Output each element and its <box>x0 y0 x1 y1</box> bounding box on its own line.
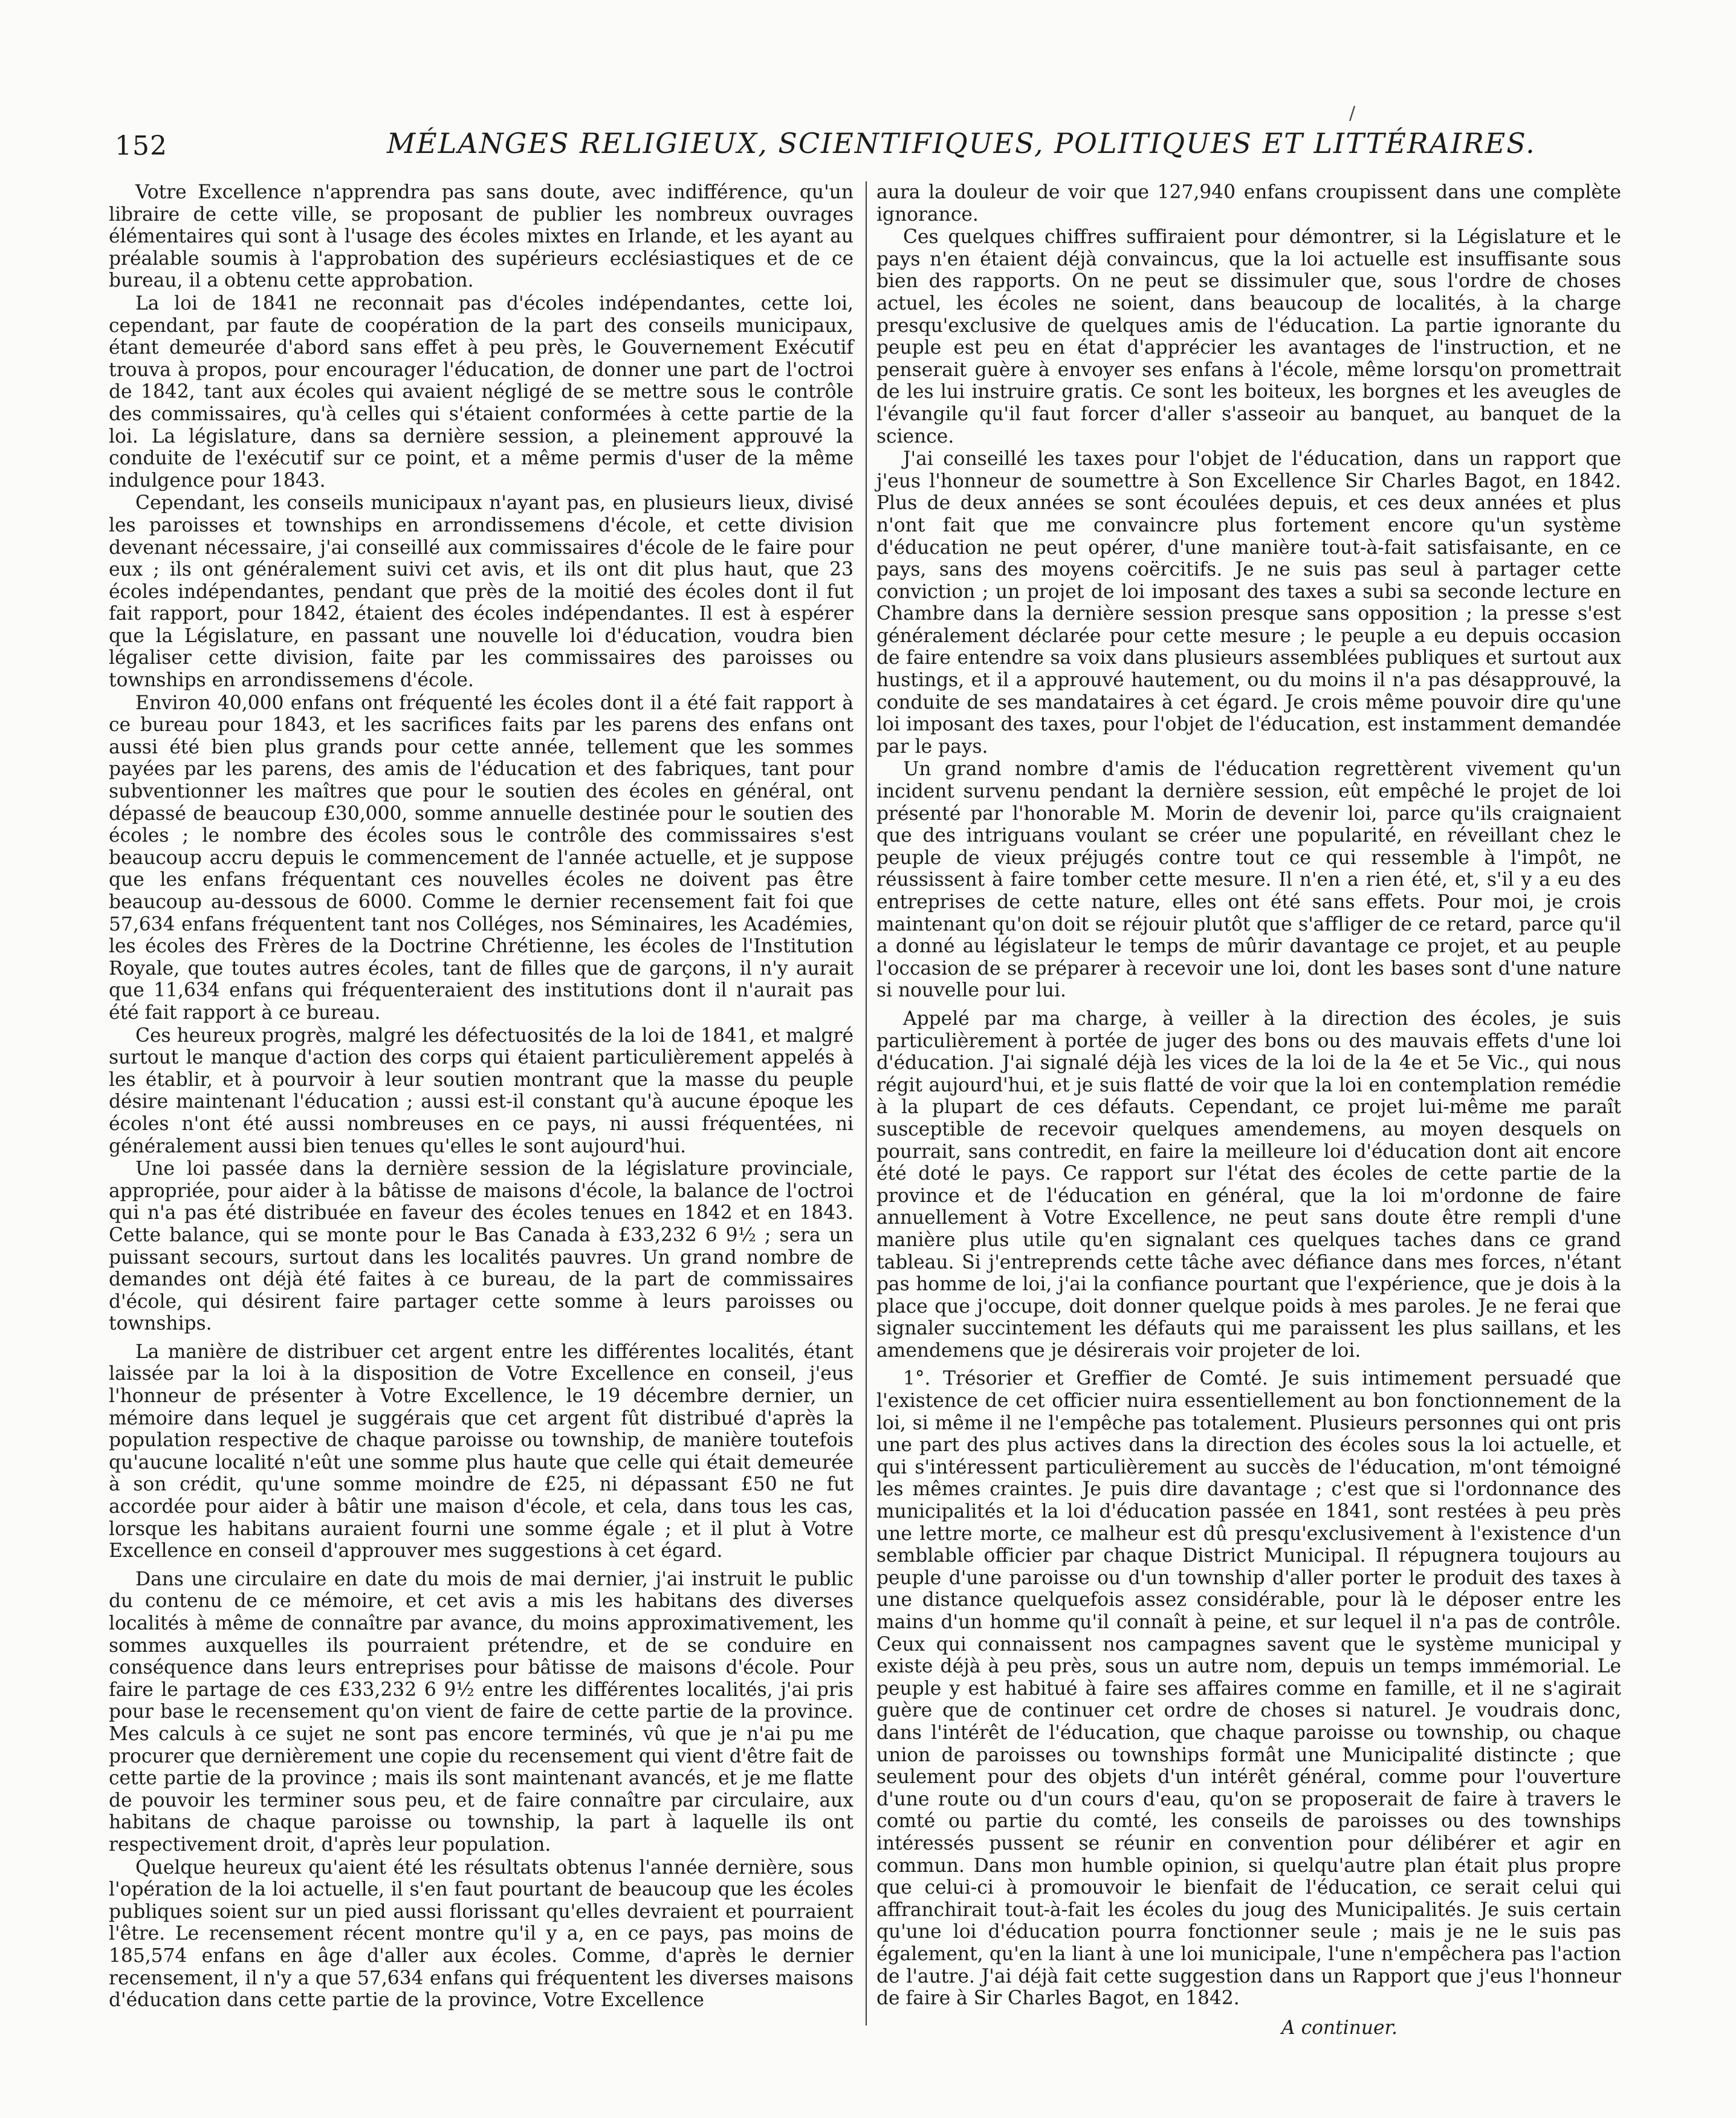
page-header <box>115 127 1536 175</box>
right-paragraph-6: 1°. Trésorier et Greffier de Comté. Je suis intimement persuadé que l'existence de cet officier nuira essentiellement au bon fonctionnement de la loi, si même il ne l'empêche pas totalement. Plusieurs personnes qui ont pris une part des plus actives dans la direction des écoles sous la loi actuelle, et qui s'intéressent particulièrement au succès de l'éducation, m'ont témoigné les mêmes craintes. Je puis dire davantage ; c'est que si l'ordonnance des municipalités et la loi d'éducation passée en 1841, sont restées à peu près une lettre morte, ce malheur est dû presqu'exclusivement à l'existence d'un semblable officier par chaque District Municipal. Il répugnera toujours au peuple d'une paroisse ou d'un township d'aller porter le produit des taxes à une distance quelquefois assez considérable, pour là le déposer entre les mains d'un homme qu'il connaît à peine, et sur lequel il n'a pas de contrôle. Ceux qui connaissent nos campagnes savent que le système municipal y existe déjà à peu près, sous un autre nom, depuis un temps immémorial. Le peuple y est habitué à faire ses affaires comme en famille, et il ne s'agirait guère que de continuer cet ordre de choses si naturel. Je voudrais donc, dans l'intérêt de l'éducation, que chaque paroisse ou township, ou chaque union de paroisses ou townships formât une Municipalité distincte ; que seulement pour des objets d'un intérêt général, comme pour l'ouverture d'une route ou d'un cours d'eau, qu'on se proposerait de faire à travers le comté ou partie du comté, les conseils de paroisses ou des townships intéressés pussent se réunir en convention pour délibérer et agir en commun. Dans mon humble opinion, si quelqu'autre plan était plus propre que celui-ci à promouvoir le bienfait de l'éducation, ce serait celui qui affranchirait tout-à-fait les écoles du joug des Municipalités. Je suis certain qu'une loi d'éducation pourra fonctionner seule ; mais je ne le suis pas également, qu'en la liant à une loi municipale, l'une n'empêchera pas l'action de l'autre. J'ai déjà fait cette suggestion dans un Rapport que j'eus l'honneur de faire à Sir Charles Bagot, en 1842. <box>876 1368 1621 2010</box>
page-number: 152 <box>115 131 167 161</box>
left-paragraph-7: La manière de distribuer cet argent entre les différentes localités, étant laissée par la loi à la disposition de Votre Excellence en conseil, j'eus l'honneur de présenter à Votre Excellence, le 19 décembre dernier, un mémoire dans lequel je suggérais que cet argent fût distribué d'après la population respective de chaque paroisse ou township, de manière toutefois qu'aucune localité n'eût une somme plus haute que celle qui était demeurée à son crédit, qu'une somme moindre de £25, ni dépassant £50 ne fut accordée pour aider à bâtir une maison d'école, et cela, dans tous les cas, lorsque les habitans auraient fourni une somme égale ; et il plut à Votre Excellence en conseil d'approuver mes suggestions à cet égard. <box>109 1340 853 1562</box>
right-paragraph-1: aura la douleur de voir que 127,940 enfans croupissent dans une complète ignorance. <box>876 181 1621 226</box>
left-paragraph-4: Environ 40,000 enfans ont fréquenté les écoles dont il a été fait rapport à ce bureau pour 1843, et les sacrifices faits par les parens des enfans ont aussi été bien plus grands pour cette année, tellement que les sommes payées par les parens, des amis de l'éducation et des fabriques, tant pour subventionner les maîtres que pour le soutien des écoles en général, ont dépassé de beaucoup £30,000, somme annuelle destinée pour le soutien des écoles ; le nombre des écoles sous le contrôle des commissaires s'est beaucoup accru depuis le commencement de l'année actuelle, et je suppose que les enfans fréquentant ces nouvelles écoles ne doivent pas être beaucoup au-dessous de 6000. Comme le dernier recensement fait foi que 57,634 enfans fréquentent tant nos Colléges, nos Séminaires, les Académies, les écoles des Frères de la Doctrine Chrétienne, les écoles de l'Institution Royale, que toutes autres écoles, tant de filles que de garçons, il n'y aurait que 11,634 enfans qui fréquenteraient des institutions dont il n'aurait pas été fait rapport à ce bureau. <box>109 692 853 1024</box>
column-divider <box>866 181 867 2025</box>
right-paragraph-5: Appelé par ma charge, à veiller à la direction des écoles, je suis particulièrement à portée de juger des bons ou des mauvais effets d'une loi d'éducation. J'ai signalé déjà les vices de la loi de la 4e et 5e Vic., qui nous régit aujourd'hui, et je suis flatté de voir que la loi en contemplation remédie à la plupart de ces défauts. Cependant, ce projet lui-même me paraît susceptible de recevoir quelques amendemens, au moyen desquels on pourrait, sans contredit, en faire la meilleure loi d'éducation dont ait encore été doté le pays. Ce rapport sur l'état des écoles de cette partie de la province et de l'éducation en général, que la loi m'ordonne de faire annuellement à Votre Excellence, ne peut sans doute être rempli d'une manière plus utile qu'en signalant ces quelques taches dans ce grand tableau. Si j'entreprends cette tâche avec défiance dans mes forces, n'étant pas homme de loi, j'ai la confiance pourtant que l'expérience, que je dois à la place que j'occupe, doit donner quelque poids à mes paroles. Je ne ferai que signaler succintement les défauts qui me paraissent les plus saillans, et les amendemens que je désirerais voir projeter de loi. <box>876 1007 1621 1362</box>
left-paragraph-5: Ces heureux progrès, malgré les défectuosités de la loi de 1841, et malgré surtout le manque d'action des corps qui étaient particulièrement appelés à les établir, et à pourvoir à leur soutien montrant que la masse du peuple désire maintenant l'éducation ; aussi est-il constant qu'à aucune époque les écoles n'ont été aussi nombreuses en ce pays, ni aussi fréquentées, ni généralement aussi bien tenues qu'elles le sont aujourd'hui. <box>109 1024 853 1157</box>
right-paragraph-3: J'ai conseillé les taxes pour l'objet de l'éducation, dans un rapport que j'eus l'honneur de soumettre à Son Excellence Sir Charles Bagot, en 1842. Plus de deux années se sont écoulées depuis, et ces deux années et plus n'ont fait que me convaincre plus fortement encore qu'un système d'éducation ne peut opérer, d'une manière tout-à-fait satisfaisante, en ce pays, sans des moyens coërcitifs. Je ne suis pas seul à partager cette conviction ; un projet de loi imposant des taxes a subi sa seconde lecture en Chambre dans la dernière session presque sans opposition ; la presse s'est généralement déclarée pour cette mesure ; le peuple a eu depuis occasion de faire entendre sa voix dans plusieurs assemblées publiques et surtout aux hustings, et il a approuvé hautement, ou du moins il n'a pas désapprouvé, la conduite de ses mandataires à cet égard. Je crois même pouvoir dire qu'une loi imposant des taxes, pour l'objet de l'éducation, est instamment demandée par le pays. <box>876 448 1621 758</box>
left-paragraph-3: Cependant, les conseils municipaux n'ayant pas, en plusieurs lieux, divisé les paroisses et townships en arrondissemens d'école, et cette division devenant nécessaire, j'ai conseillé aux commissaires d'école de le faire pour eux ; ils ont généralement suivi cet avis, et ils ont dit plus haut, que 23 écoles indépendantes, pendant que près de la moitié des écoles dont il fut fait rapport, pour 1842, étaient des écoles indépendantes. Il est à espérer que la Législature, en passant une nouvelle loi d'éducation, voudra bien légaliser cette division, faite par les commissaires des paroisses ou townships en arrondissemens d'école. <box>109 492 853 692</box>
right-paragraph-4: Un grand nombre d'amis de l'éducation regrettèrent vivement qu'un incident survenu pendant la dernière session, eût empêché le projet de loi présenté par l'honorable M. Morin de devenir loi, parce qu'ils craignaient que des intriguans voulant se créer une popularité, en réveillant chez le peuple de vieux préjugés contre tout ce qui ressemble à l'impôt, ne réussissent à faire tomber cette mesure. Il n'en a rien été, et, s'il y a eu des entreprises de cette nature, elles ont été sans effets. Pour moi, je crois maintenant qu'on doit se réjouir plutôt que s'affliger de ce retard, parce qu'il a donné au législateur le temps de mûrir davantage ce projet, et au peuple l'occasion de se préparer à recevoir une loi, dont les bases sont d'une nature si nouvelle pour lui. <box>876 758 1621 1002</box>
left-paragraph-9: Quelque heureux qu'aient été les résultats obtenus l'année dernière, sous l'opération de la loi actuelle, il s'en faut pourtant de beaucoup que les écoles publiques soient sur un pied aussi florissant qu'elles devraient et pourraient l'être. Le recensement récent montre qu'il y a, en ce pays, pas moins de 185,574 enfans en âge d'aller aux écoles. Comme, d'après le dernier recensement, il n'y a que 57,634 enfans qui fréquentent les diverses maisons d'éducation dans cette partie de la province, Votre Excellence <box>109 1856 853 2012</box>
running-title: MÉLANGES RELIGIEUX, SCIENTIFIQUES, POLITIQUES ET LITTÉRAIRES. <box>387 127 1536 160</box>
right-paragraph-2: Ces quelques chiffres suffiraient pour démontrer, si la Législature et le pays n'en étaient déjà convaincus, que la loi actuelle est insuffisante sous bien des rapports. On ne peut se dissimuler que, sous l'ordre de choses actuel, les écoles ne soient, dans beaucoup de localités, à la charge presqu'exclusive de quelques amis de l'éducation. La partie ignorante du peuple est peu en état d'apprécier les avantages de l'instruction, et ne penserait guère à envoyer ses enfans à l'école, même lorsqu'on promettrait de les lui instruire gratis. Ce sont les boiteux, les borgnes et les aveugles de l'évangile qu'il faut forcer d'aller s'asseoir au banquet, au banquet de la science. <box>876 226 1621 447</box>
left-paragraph-8: Dans une circulaire en date du mois de mai dernier, j'ai instruit le public du contenu de ce mémoire, et cet avis a mis les habitans des diverses localités à même de connaître par avance, du moins approximativement, les sommes auxquelles ils pourraient prétendre, et de se conduire en conséquence dans leurs entreprises pour bâtisse de maisons d'école. Pour faire le partage de ces £33,232 6 9½ entre les différentes localités, j'ai pris pour base le recensement qu'on vient de faire de cette partie de la province. Mes calculs à ce sujet ne sont pas encore terminés, vû que je n'ai pu me procurer que dernièrement une copie du recensement qui vient d'être fait de cette partie de la province ; mais ils sont maintenant avancés, et je me flatte de pouvoir les terminer sous peu, et de faire connaître par circulaire, aux habitans de chaque paroisse ou township, la part à laquelle ils ont respectivement droit, d'après leur population. <box>109 1568 853 1856</box>
continuation-note: A continuer. <box>1281 2016 1398 2039</box>
left-paragraph-1: Votre Excellence n'apprendra pas sans doute, avec indifférence, qu'un libraire de cette ville, se proposant de publier les nombreux ouvrages élémentaires qui sont à l'usage des écoles mixtes en Irlande, et les ayant au préalable soumis à l'approbation des supérieurs ecclésiastiques et de ce bureau, il a obtenu cette approbation. <box>109 181 853 292</box>
top-right-mark: / <box>1349 103 1356 124</box>
left-paragraph-2: La loi de 1841 ne reconnait pas d'écoles indépendantes, cette loi, cependant, par faute de coopération de la part des conseils municipaux, étant demeurée d'abord sans effet à peu près, le Gouvernement Exécutif trouva à propos, pour encourager l'éducation, de donner une part de l'octroi de 1842, tant aux écoles qui avaient négligé de se mettre sous le contrôle des commissaires, qu'à celles qui s'étaient conformées à cette partie de la loi. La législature, dans sa dernière session, a pleinement approuvé la conduite de l'exécutif sur ce point, et a même permis d'user de la même indulgence pour 1843. <box>109 292 853 492</box>
right-column <box>876 181 1621 2058</box>
left-paragraph-6: Une loi passée dans la dernière session de la législature provinciale, appropriée, pour aider à la bâtisse de maisons d'école, la balance de l'octroi qui n'a pas été distribuée en faveur des écoles tenues en 1842 et en 1843. Cette balance, qui se monte pour le Bas Canada à £33,232 6 9½ ; sera un puissant secours, surtout dans les localités pauvres. Un grand nombre de demandes ont déjà été faites à ce bureau, de la part de commissaires d'école, qui désirent faire partager cette somme à leurs paroisses ou townships. <box>109 1158 853 1335</box>
left-column <box>109 181 853 2012</box>
